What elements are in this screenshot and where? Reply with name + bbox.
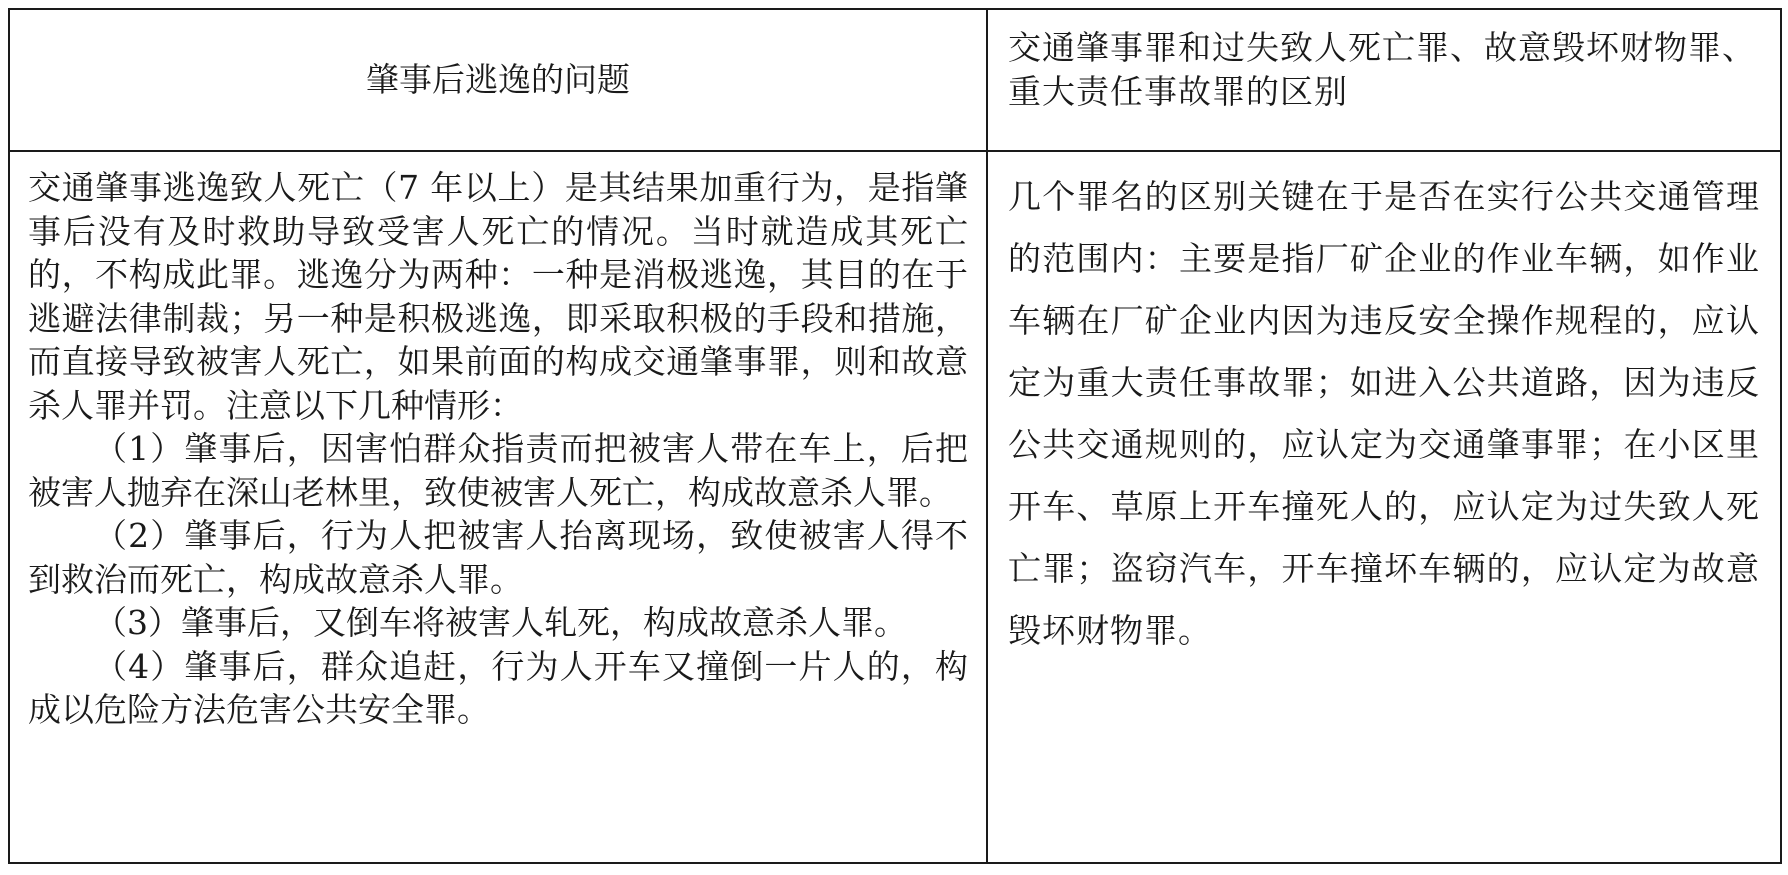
header-cell-left: [9, 9, 987, 151]
header-right-text: 交通肇事罪和过失致人死亡罪、故意毁坏财物罪、重大责任事故罪的区别: [1008, 28, 1756, 111]
right-paragraph: 几个罪名的区别关键在于是否在实行公共交通管理的范围内：主要是指厂矿企业的作业车辆，如作业车辆在厂矿企业内因为违反安全操作规程的，应认定为重大责任事故罪；如进入公共道路，因为违反公共交通规则的，应认定为交通肇事罪；在小区里开车、草原上开车撞死人的，应认定为过失致人死亡罪；盗窃汽车，开车撞坏车辆的，应认定为故意毁坏财物罪。: [1008, 177, 1760, 650]
left-intro-paragraph: 交通肇事逃逸致人死亡（7 年以上）是其结果加重行为，是指肇事后没有及时救助导致受害人死亡的情况。当时就造成其死亡的，不构成此罪。逃逸分为两种：一种是消极逃逸，其目的在于逃避法律制裁；另一种是积极逃逸，即采取积极的手段和措施，而直接导致被害人死亡，如果前面的构成交通肇事罪，则和故意杀人罪并罚。注意以下几种情形：: [28, 168, 968, 425]
left-item-1: （1）肇事后，因害怕群众指责而把被害人带在车上，后把被害人抛弃在深山老林里，致使被害人死亡，构成故意杀人罪。: [28, 429, 968, 512]
table-body-row: [9, 151, 1781, 863]
left-item-2: （2）肇事后，行为人把被害人抬离现场，致使被害人得不到救治而死亡，构成故意杀人罪。: [28, 516, 968, 599]
body-cell-left: [9, 151, 987, 863]
header-cell-right: [987, 9, 1781, 151]
table-header-row: [9, 9, 1781, 151]
left-item-3: （3）肇事后，又倒车将被害人轧死，构成故意杀人罪。: [94, 603, 907, 642]
comparison-table: [8, 8, 1782, 864]
left-item-4: （4）肇事后，群众追赶，行为人开车又撞倒一片人的，构成以危险方法危害公共安全罪。: [28, 646, 968, 729]
body-cell-right: [987, 151, 1781, 863]
header-left-text: 肇事后逃逸的问题: [366, 60, 630, 99]
